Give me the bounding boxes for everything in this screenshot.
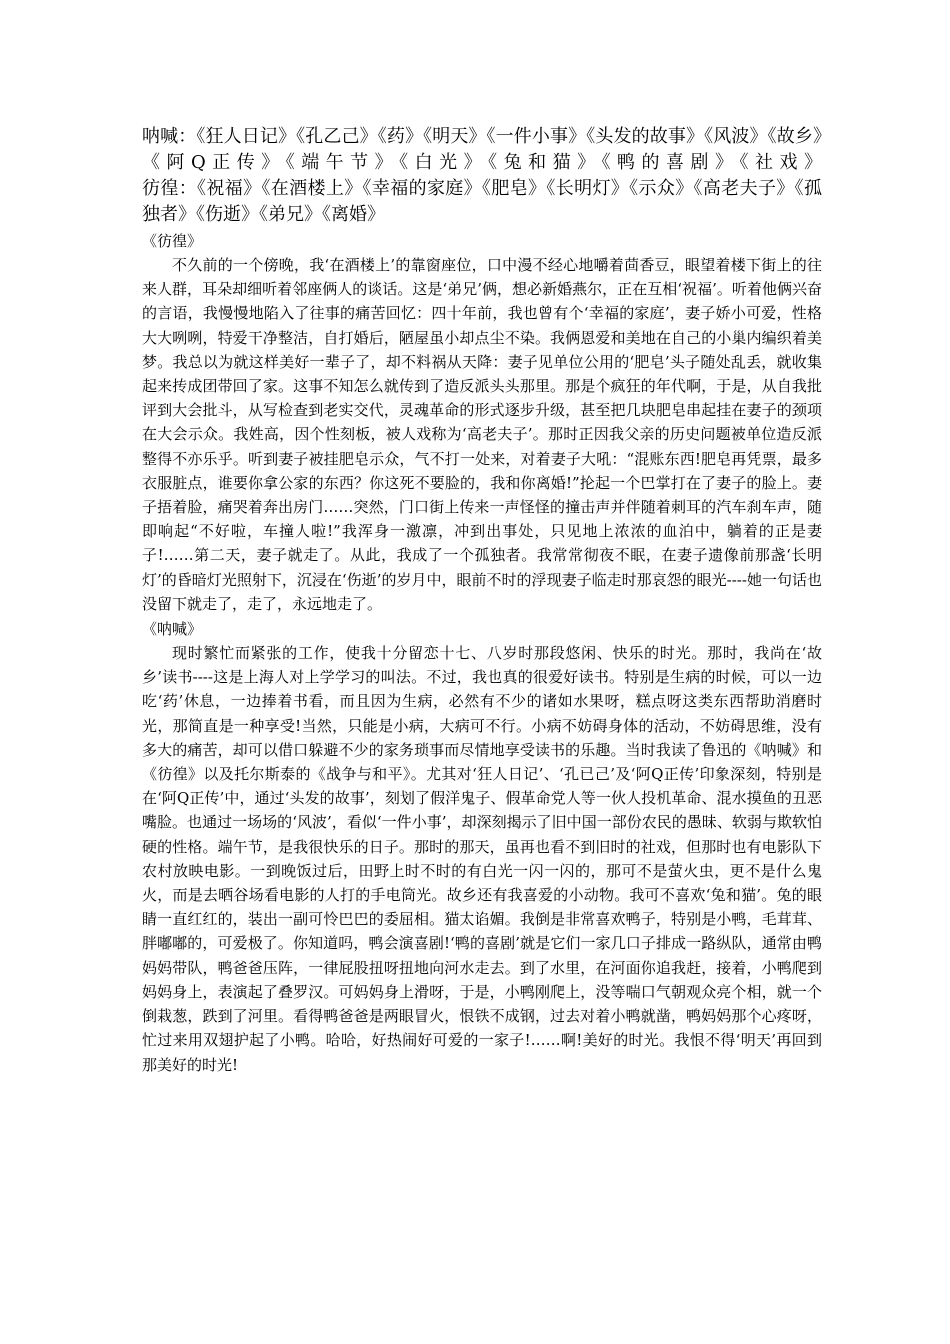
section-title-nahan: 《呐喊》 [142,620,203,639]
document-page [142,124,822,1077]
section-body-nahan: 现时繁忙而紧张的工作，使我十分留恋十七、八岁时那段悠闲、快乐的时光。那时，我尚在‘故乡’读书----这是上海人对上学学习的叫法。不过，我也真的很爱好读书。特别是生病的时候，可以一边吃‘药’休息，一边捧着书看，而且因为生病，必然有不少的诸如水果呀，糕点呀这类东西帮助消磨时光，那简直是一种享受!当然，只能是小病，大病可不行。小病不妨碍身体的活动，不妨碍思维，没有多大的痛苦，却可以借口躲避不少的家务琐事而尽情地享受读书的乐趣。当时我读了鲁迅的《呐喊》和《彷徨》以及托尔斯泰的《战争与和平》。尤其对‘狂人日记’、‘孔已己’及‘阿Q正传’印象深刻，特别是在‘阿Q正传’中，通过‘头发的故事’，刻划了假洋鬼子、假革命党人等一伙人投机革命、混水摸鱼的丑恶嘴脸。也通过一场场的‘风波’，看似‘一件小事’，却深刻揭示了旧中国一部份农民的愚昧、软弱与欺软怕硬的性格。端午节，是我很快乐的日子。那时的那天，虽再也看不到旧时的社戏，但那时也有电影队下农村放映电影。一到晚饭过后，田野上时不时的有白光一闪一闪的，那可不是萤火虫，更不是什么鬼火，而是去晒谷场看电影的人打的手电筒光。故乡还有我喜爱的小动物。我可不喜欢‘兔和猫’。兔的眼睛一直红红的，装出一副可怜巴巴的委屈相。猫太谄媚。我倒是非常喜欢鸭子，特别是小鸭，毛茸茸、胖嘟嘟的，可爱极了。你知道吗，鸭会演喜剧!‘鸭的喜剧’就是它们一家几口子排成一路纵队，通常由鸭妈妈带队，鸭爸爸压阵，一律屁股扭呀扭地向河水走去。到了水里，在河面你追我赶，接着，小鸭爬到妈妈身上，表演起了叠罗汉。可妈妈身上滑呀，于是，小鸭刚爬上，没等喘口气朝观众亮个相，就一个倒栽葱，跌到了河里。看得鸭爸爸是两眼冒火，恨铁不成钢，过去对着小鸭就凿，鸭妈妈那个心疼呀，忙过来用双翅护起了小鸭。哈哈，好热闹好可爱的一家子!……啊!美好的时光。我恨不得‘明天’再回到那美好的时光! [142,644,822,1074]
nahan-title-list: 呐喊：《狂人日记》《孔乙己》《药》《明天》《一件小事》《头发的故事》《风波》《故乡》《阿Q正传》《端午节》《白光》《兔和猫》《鸭的喜剧》《社戏》 [142,126,822,173]
section-title-panghuang: 《彷徨》 [142,232,203,250]
section-body-panghuang: 不久前的一个傍晚，我‘在酒楼上’的靠窗座位，口中漫不经心地嚼着茴香豆，眼望着楼下街上的往来人群，耳朵却细听着邻座俩人的谈话。这是‘弟兄’俩，想必新婚燕尔，正在互相‘祝福’。听着他俩兴奋的言语，我慢慢地陷入了往事的痛苦回忆：四十年前，我也曾有个‘幸福的家庭’，妻子娇小可爱，性格大大咧咧，特爱干净整洁，自打婚后，陋屋虽小却点尘不染。我俩恩爱和美地在自己的小巢内编织着美梦。我总以为就这样美好一辈子了，却不料祸从天降：妻子见单位公用的‘肥皂’头子随处乱丢，就收集起来抟成团带回了家。这事不知怎么就传到了造反派头头那里。那是个疯狂的年代啊，于是，从自我批评到大会批斗，从写检查到老实交代，灵魂革命的形式逐步升级，甚至把几块肥皂串起挂在妻子的颈项在大会示众。我姓高，因个性刻板，被人戏称为‘高老夫子’。那时正因我父亲的历史问题被单位造反派整得不亦乐乎。听到妻子被挂肥皂示众，气不打一处来，对着妻子大吼：“混账东西!肥皂再凭票，最多衣服脏点，谁要你拿公家的东西？你这死不要脸的，我和你离婚!”抡起一个巴掌打在了妻子的脸上。妻子捂着脸，痛哭着奔出房门……突然，门口街上传来一声怪怪的撞击声并伴随着刺耳的汽车刹车声，随即响起“不好啦，车撞人啦!”我浑身一激凛，冲到出事处，只见地上浓浓的血泊中，躺着的正是妻子!……第二天，妻子就走了。从此，我成了一个孤独者。我常常彻夜不眠，在妻子遗像前那盏‘长明灯’的昏暗灯光照射下，沉浸在‘伤逝’的岁月中，眼前不时的浮现妻子临走时那哀怨的眼光----她一句话也没留下就走了，走了，永远地走了。 [142,256,822,613]
panghuang-title-list: 彷徨：《祝福》《在酒楼上》《幸福的家庭》《肥皂》《长明灯》《示众》《高老夫子》《孤独者》《伤逝》《弟兄》《离婚》 [142,178,822,225]
